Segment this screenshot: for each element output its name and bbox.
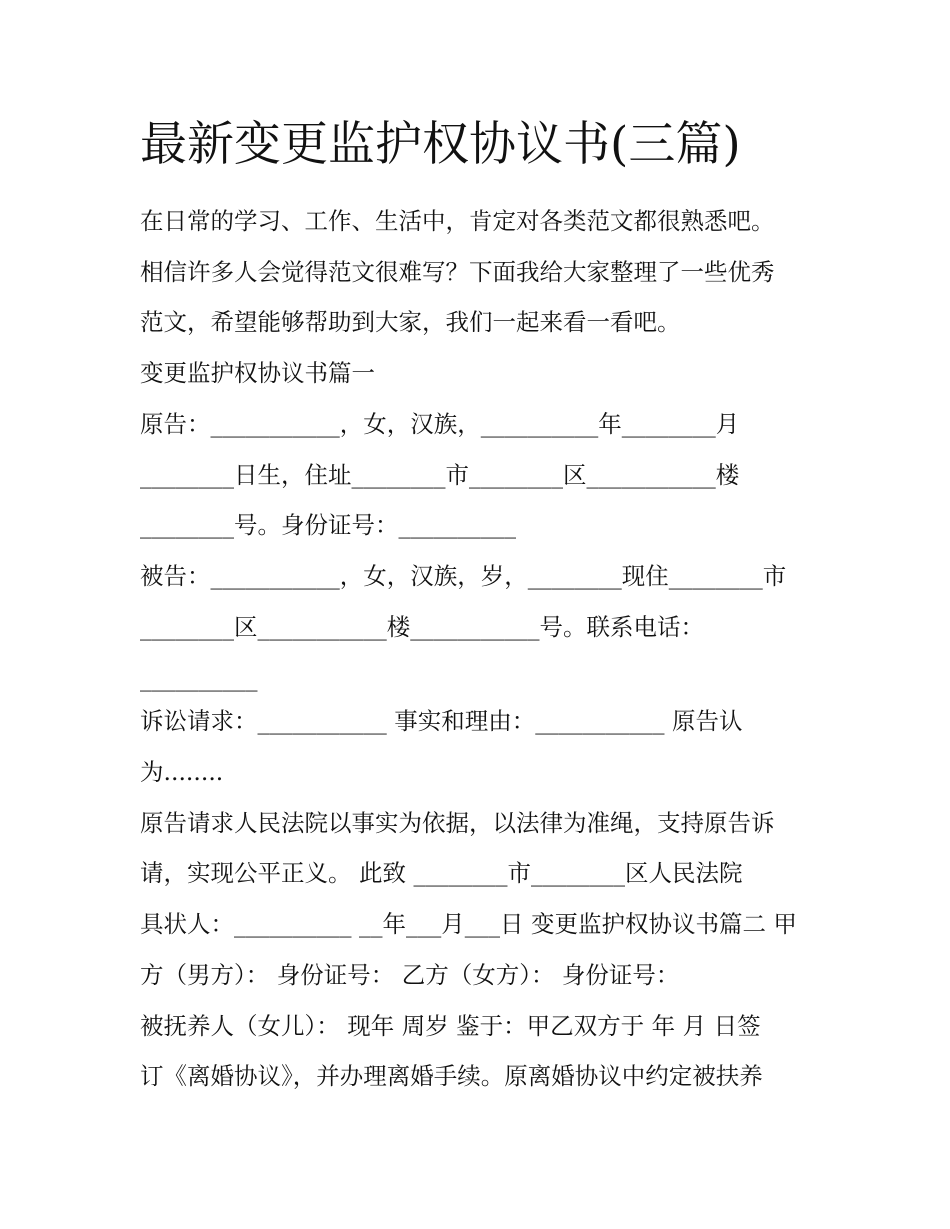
signature-line: 具状人：__________ __年___月___日 变更监护权协议书篇二 甲 <box>140 910 797 938</box>
defendant-line-3: __________ <box>140 664 258 692</box>
intro-line-2: 相信许多人会觉得范文很难写？下面我给大家整理了一些优秀 <box>140 258 775 286</box>
claims-line-2: 为........ <box>140 758 224 786</box>
agreement-line-1: 被抚养人（女儿）： 现年 周岁 鉴于：甲乙双方于 年 月 日签 <box>140 1012 761 1040</box>
defendant-line-2: ________区___________楼___________号。联系电话： <box>140 613 704 641</box>
plaintiff-line-2: ________日生，住址________市________区___________楼 <box>140 461 740 489</box>
intro-line-1: 在日常的学习、工作、生活中，肯定对各类范文都很熟悉吧。 <box>140 207 775 235</box>
agreement-line-2: 订《离婚协议》，并办理离婚手续。原离婚协议中约定被扶养 <box>140 1062 763 1090</box>
request-line-2: 请，实现公平正义。 此致 ________市________区人民法院 <box>140 859 743 887</box>
intro-line-3: 范文，希望能够帮助到大家，我们一起来看一看吧。 <box>140 308 681 336</box>
document-title: 最新变更监护权协议书(三篇) <box>140 117 741 172</box>
defendant-line-1: 被告：___________，女，汉族，岁，________现住________市 <box>140 562 787 590</box>
section-heading-1: 变更监护权协议书篇一 <box>140 359 375 387</box>
request-line-1: 原告请求人民法院以事实为依据，以法律为准绳，支持原告诉 <box>140 809 775 837</box>
plaintiff-line-1: 原告：___________，女，汉族，__________年________月 <box>140 410 740 438</box>
claims-line-1: 诉讼请求：___________ 事实和理由：___________ 原告认 <box>140 707 743 735</box>
parties-line: 方（男方）： 身份证号： 乙方（女方）： 身份证号： <box>140 961 680 989</box>
plaintiff-line-3: ________号。身份证号：__________ <box>140 511 516 539</box>
